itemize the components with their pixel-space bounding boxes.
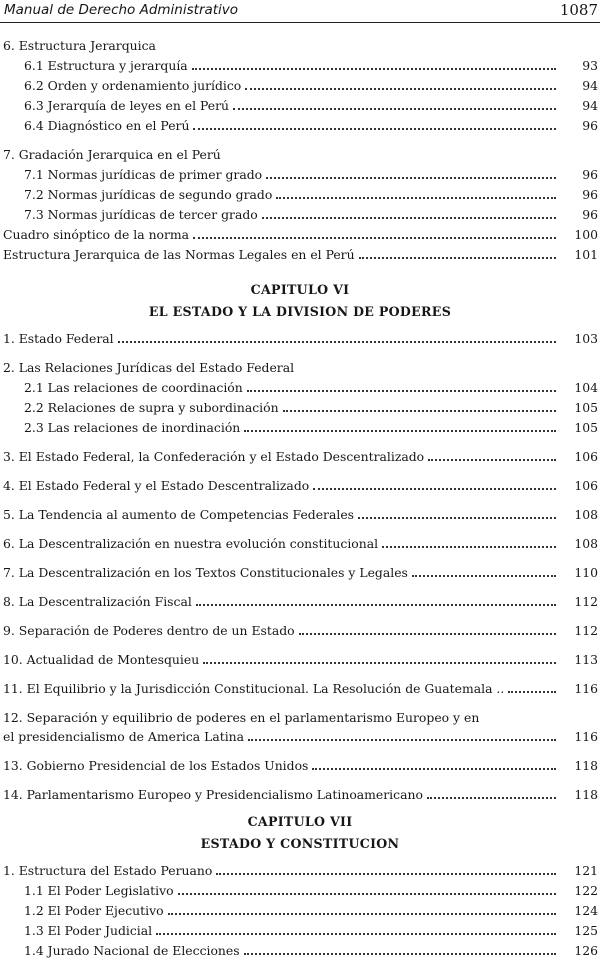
dot-leader <box>196 604 556 606</box>
toc-entry-label: el presidencialismo de America Latina <box>3 729 245 744</box>
toc-chapter-7-entries <box>0 861 600 961</box>
toc-entry-label: 2. Las Relaciones Jurídicas del Estado Federal <box>3 360 295 375</box>
toc-entry <box>0 165 600 185</box>
toc-entry-page: 96 <box>582 118 598 133</box>
chapter-6-title: EL ESTADO Y LA DIVISION DE PODERES <box>148 304 452 319</box>
toc-entry-label: 6.2 Orden y ordenamiento jurídico <box>24 78 242 93</box>
toc-entry-label: 1.1 El Poder Legislativo <box>24 883 174 898</box>
page-number: 1087 <box>559 1 598 19</box>
toc-entry <box>0 358 600 378</box>
toc-entry <box>0 116 600 136</box>
toc-entry-page: 126 <box>574 943 598 958</box>
dot-leader <box>193 237 556 239</box>
dot-leader <box>118 341 556 343</box>
toc-entry <box>0 921 600 941</box>
toc-entry-page: 112 <box>574 594 598 609</box>
toc-entry-label: 10. Actualidad de Montesquieu <box>3 652 200 667</box>
dot-leader <box>508 691 556 693</box>
toc-entry-label: 6. La Descentralización en nuestra evolución constitucional <box>3 536 379 551</box>
toc-entry-page: 105 <box>574 420 598 435</box>
toc-entry <box>0 145 600 165</box>
toc-entry-label: 7.3 Normas jurídicas de tercer grado <box>24 207 258 222</box>
toc-entry <box>0 76 600 96</box>
toc-entry <box>0 398 600 418</box>
toc-entry <box>0 505 600 525</box>
toc-entry-page: 96 <box>582 187 598 202</box>
toc-entry-page: 118 <box>574 758 598 773</box>
toc-entry <box>0 592 600 612</box>
toc-entry-label: 9. Separación de Poderes dentro de un Estado <box>3 623 295 638</box>
dot-leader <box>156 933 556 935</box>
toc-entry <box>0 881 600 901</box>
toc-entry-label: 6. Estructura Jerarquica <box>3 38 156 53</box>
dot-leader <box>245 88 556 90</box>
dot-leader <box>262 217 556 219</box>
dot-leader <box>233 108 556 110</box>
toc-entry-label: 14. Parlamentarismo Europeo y Presidencialismo Latinoamericano <box>3 787 423 802</box>
toc-entry-label: 1.3 El Poder Judicial <box>24 923 153 938</box>
toc-entry-label: 7. Gradación Jerarquica en el Perú <box>3 147 221 162</box>
toc-entry-label: 11. El Equilibrio y la Jurisdicción Constitucional. La Resolución de Guatemala .. <box>3 681 505 696</box>
toc-entry-label: 1.4 Jurado Nacional de Elecciones <box>24 943 240 958</box>
toc-entry-label: 1. Estado Federal <box>3 331 114 346</box>
toc-entry-page: 94 <box>582 78 598 93</box>
toc-entry-page: 121 <box>574 863 598 878</box>
toc-entry <box>0 708 600 727</box>
toc-entry-page: 101 <box>574 247 598 262</box>
toc-entry <box>0 861 600 881</box>
toc-entry-label: 2.1 Las relaciones de coordinación <box>24 380 243 395</box>
dot-leader <box>358 517 556 519</box>
table-of-contents <box>0 36 600 961</box>
toc-entry <box>0 785 600 805</box>
dot-leader <box>192 68 556 70</box>
toc-entry-page: 96 <box>582 207 598 222</box>
toc-entry-page: 108 <box>574 507 598 522</box>
toc-entry <box>0 727 600 747</box>
toc-entry-page: 124 <box>574 903 598 918</box>
toc-entry-label: 6.4 Diagnóstico en el Perú <box>24 118 190 133</box>
dot-leader <box>312 768 556 770</box>
toc-entry-page: 112 <box>574 623 598 638</box>
toc-entry-label: 6.3 Jerarquía de leyes en el Perú <box>24 98 230 113</box>
toc-entry <box>0 941 600 961</box>
toc-entry <box>0 245 600 265</box>
toc-entry-label: 1.2 El Poder Ejecutivo <box>24 903 164 918</box>
toc-entry-page: 96 <box>582 167 598 182</box>
toc-entry-label: Estructura Jerarquica de las Normas Legales en el Perú <box>3 247 355 262</box>
dot-leader <box>283 410 556 412</box>
toc-entry-label: 7. La Descentralización en los Textos Constitucionales y Legales <box>3 565 408 580</box>
dot-leader <box>359 257 556 259</box>
toc-entry <box>0 205 600 225</box>
dot-leader <box>244 953 556 955</box>
toc-entry-label: 2.3 Las relaciones de inordinación <box>24 420 241 435</box>
toc-entry <box>0 650 600 670</box>
toc-entry-label: 6.1 Estructura y jerarquía <box>24 58 188 73</box>
dot-leader <box>193 128 556 130</box>
toc-entry-page: 105 <box>574 400 598 415</box>
toc-section-continued <box>0 36 600 265</box>
toc-entry-page: 110 <box>574 565 598 580</box>
toc-entry-page: 104 <box>574 380 598 395</box>
toc-entry <box>0 378 600 398</box>
toc-entry <box>0 756 600 776</box>
toc-entry <box>0 225 600 245</box>
dot-leader <box>178 893 556 895</box>
toc-entry <box>0 621 600 641</box>
dot-leader <box>266 177 556 179</box>
toc-entry-label: Cuadro sinóptico de la norma <box>3 227 190 242</box>
toc-entry-label: 2.2 Relaciones de supra y subordinación <box>24 400 279 415</box>
chapter-7-title: ESTADO Y CONSTITUCION <box>200 836 400 851</box>
toc-entry <box>0 679 600 699</box>
chapter-7-number: CAPITULO VII <box>247 814 353 829</box>
running-header <box>0 0 600 23</box>
toc-entry <box>0 901 600 921</box>
toc-entry <box>0 329 600 349</box>
dot-leader <box>382 546 556 548</box>
dot-leader <box>248 739 556 741</box>
toc-entry-page: 125 <box>574 923 598 938</box>
toc-entry-page: 106 <box>574 478 598 493</box>
toc-entry-page: 93 <box>582 58 598 73</box>
toc-entry-label: 3. El Estado Federal, la Confederación y el Estado Descentralizado <box>3 449 425 464</box>
toc-entry-page: 116 <box>574 729 598 744</box>
toc-entry-label: 12. Separación y equilibrio de poderes en el parlamentarismo Europeo y en <box>3 710 480 725</box>
dot-leader <box>247 390 556 392</box>
toc-entry-page: 113 <box>574 652 598 667</box>
toc-entry-label: 8. La Descentralización Fiscal <box>3 594 192 609</box>
chapter-6-number: CAPITULO VI <box>250 282 350 297</box>
toc-entry <box>0 476 600 496</box>
toc-entry-page: 116 <box>574 681 598 696</box>
toc-entry <box>0 185 600 205</box>
toc-entry-label: 1. Estructura del Estado Peruano <box>3 863 213 878</box>
toc-entry <box>0 56 600 76</box>
dot-leader <box>203 662 556 664</box>
toc-entry-page: 108 <box>574 536 598 551</box>
dot-leader <box>168 913 556 915</box>
toc-entry <box>0 418 600 438</box>
toc-entry-page: 118 <box>574 787 598 802</box>
dot-leader <box>427 797 556 799</box>
toc-entry-label: 5. La Tendencia al aumento de Competencias Federales <box>3 507 355 522</box>
toc-entry-label: 13. Gobierno Presidencial de los Estados Unidos <box>3 758 309 773</box>
toc-entry <box>0 563 600 583</box>
toc-entry-page: 106 <box>574 449 598 464</box>
dot-leader <box>299 633 556 635</box>
toc-chapter-6-entries <box>0 329 600 805</box>
dot-leader <box>313 488 556 490</box>
toc-entry <box>0 447 600 467</box>
toc-entry-page: 122 <box>574 883 598 898</box>
toc-entry-label: 4. El Estado Federal y el Estado Descentralizado <box>3 478 310 493</box>
dot-leader <box>216 873 556 875</box>
toc-entry-page: 100 <box>574 227 598 242</box>
toc-entry-label: 7.2 Normas jurídicas de segundo grado <box>24 187 273 202</box>
toc-entry-page: 103 <box>574 331 598 346</box>
book-title: Manual de Derecho Administrativo <box>4 2 239 18</box>
toc-entry <box>0 534 600 554</box>
dot-leader <box>244 430 556 432</box>
toc-entry-label: 7.1 Normas jurídicas de primer grado <box>24 167 263 182</box>
toc-entry <box>0 96 600 116</box>
dot-leader <box>428 459 556 461</box>
dot-leader <box>276 197 556 199</box>
dot-leader <box>412 575 556 577</box>
toc-entry <box>0 36 600 56</box>
toc-entry-page: 94 <box>582 98 598 113</box>
